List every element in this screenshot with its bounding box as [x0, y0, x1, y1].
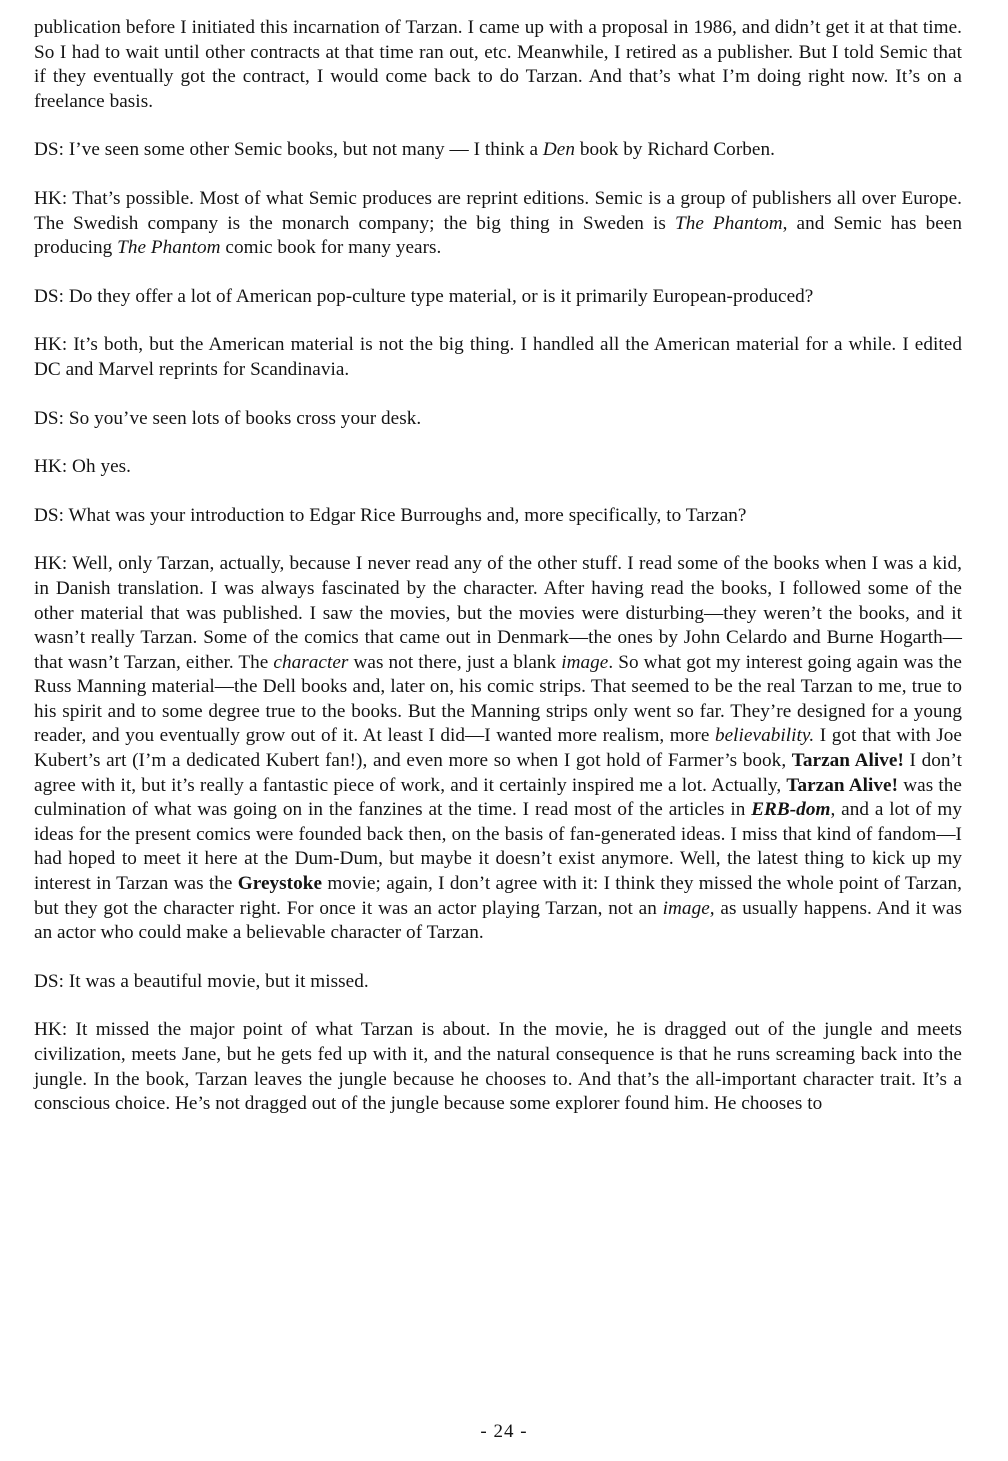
italic-run: The Phantom — [117, 237, 221, 259]
italic-run: The Phantom — [674, 212, 783, 234]
text-run: movie; again, I don’t agree with it: I think they missed the whole point of Tarzan, but they got the character right. For once it was an actor playing Tarzan, not an — [34, 873, 962, 919]
document-body — [34, 16, 962, 1141]
text-run: as usually happens. And it was an actor who could make a believable character of Tarzan. — [34, 897, 963, 944]
paragraph-11 — [34, 1018, 962, 1116]
text-run: DS: I’ve seen some other Semic books, but not many — I think a — [34, 139, 543, 161]
italic-run: character — [273, 651, 349, 673]
text-run: HK: Well, only Tarzan, actually, because I never read any of the other stuff. I read some of the books when I was a kid, in Danish translation. I was always fascinated by the character. After having read the books, I followed some of the other material that was published. I saw the movies, but the movies were disturbing—they weren’t the books, and it wasn’t really Tarzan. Some of the comics that came out in Denmark—the ones by John Celardo and Burne Hogarth—that wasn’t Tarzan, either. The — [34, 553, 962, 673]
text-run: . So what got my interest going again was the Russ Manning material—the Dell books and, later on, his comic strips. That seemed to be the real Tarzan to me, true to his spirit and to some degree true to the books. But the Manning strips only went so far. They’re designed for a young reader, and you eventually grow out of it. At least I did—I wanted more realism, more — [34, 651, 962, 747]
text-run: I don’t agree with it, but it’s really a fantastic piece of work, and it certainly inspired me a lot. Actually, — [34, 750, 962, 796]
text-run: DS: Do they offer a lot of American pop-culture type material, or is it primarily European-produced? — [34, 285, 814, 307]
bold-title-run: Tarzan Alive! — [791, 750, 904, 772]
text-run: HK: That’s possible. Most of what Semic produces are reprint editions. Semic is a group of publishers all over Europe. The Swedish company is the monarch company; the big thing in Sweden is — [34, 187, 962, 234]
text-run: , and a lot of my ideas for the present comics were founded back then, on the basis of fan-generated ideas. I miss that kind of fandom—I had hoped to meet it here at the Dum-Dum, but maybe it doesn’t exist anymore. Well, the latest thing to kick up my interest in Tarzan was the — [34, 799, 963, 895]
paragraph-3 — [34, 187, 962, 261]
paragraph-7 — [34, 455, 962, 480]
text-run: , and Semic has been producing — [34, 212, 962, 259]
paragraph-10 — [34, 970, 962, 995]
text-run: HK: Oh yes. — [34, 456, 132, 478]
paragraph-9 — [34, 552, 962, 946]
text-run: I got that with Joe Kubert’s art (I’m a dedicated Kubert fan!), and even more so when I got hold of Farmer’s book, — [34, 725, 962, 772]
paragraph-2 — [34, 138, 962, 163]
text-run: HK: It’s both, but the American material is not the big thing. I handled all the American material for a while. I edited DC and Marvel reprints for Scandinavia. — [34, 334, 962, 380]
paragraph-1 — [34, 16, 962, 114]
text-run: DS: What was your introduction to Edgar Rice Burroughs and, more specifically, to Tarzan? — [34, 504, 747, 526]
text-run: DS: So you’ve seen lots of books cross your desk. — [34, 407, 422, 429]
text-run: comic book for many years. — [220, 237, 442, 259]
text-run: HK: It missed the major point of what Tarzan is about. In the movie, he is dragged out of the jungle and meets civilization, meets Jane, but he gets fed up with it, and the natural consequence is that he runs screaming back into the jungle. In the book, Tarzan leaves the jungle because he chooses to. And that’s the all-important character trait. It’s a conscious choice. He’s not dragged out of the jungle because some explorer found him. He chooses to — [34, 1019, 962, 1115]
paragraph-4 — [34, 285, 962, 310]
text-run: DS: It was a beautiful movie, but it missed. — [34, 970, 369, 992]
paragraph-6 — [34, 407, 962, 432]
paragraph-8 — [34, 504, 962, 529]
bold-title-run: Tarzan Alive! — [786, 774, 899, 796]
text-run: was not there, just a blank — [348, 651, 562, 673]
text-run: was the culmination of what was going on in the fanzines at the time. I read most of the articles in — [34, 774, 962, 821]
italic-run: Den — [542, 139, 575, 161]
italic-run: image — [561, 651, 609, 673]
page-number: - 24 - — [480, 1421, 528, 1442]
paragraph-5 — [34, 333, 962, 382]
bold-italic-run: ERB-dom — [751, 799, 831, 821]
bold-title-run: Greystoke — [237, 873, 323, 895]
italic-run: image, — [662, 897, 715, 919]
text-run: publication before I initiated this incarnation of Tarzan. I came up with a proposal in 1986, and didn’t get it at that time. So I had to wait until other contracts at that time ran out, etc. Meanwhile, I retired as a publisher. But I told Semic that if they eventually got the contract, I would come back to do Tarzan. And that’s what I’m doing right now. It’s on a freelance basis. — [34, 17, 962, 112]
text-run: book by Richard Corben. — [575, 139, 775, 161]
italic-run: believability. — [714, 725, 815, 747]
